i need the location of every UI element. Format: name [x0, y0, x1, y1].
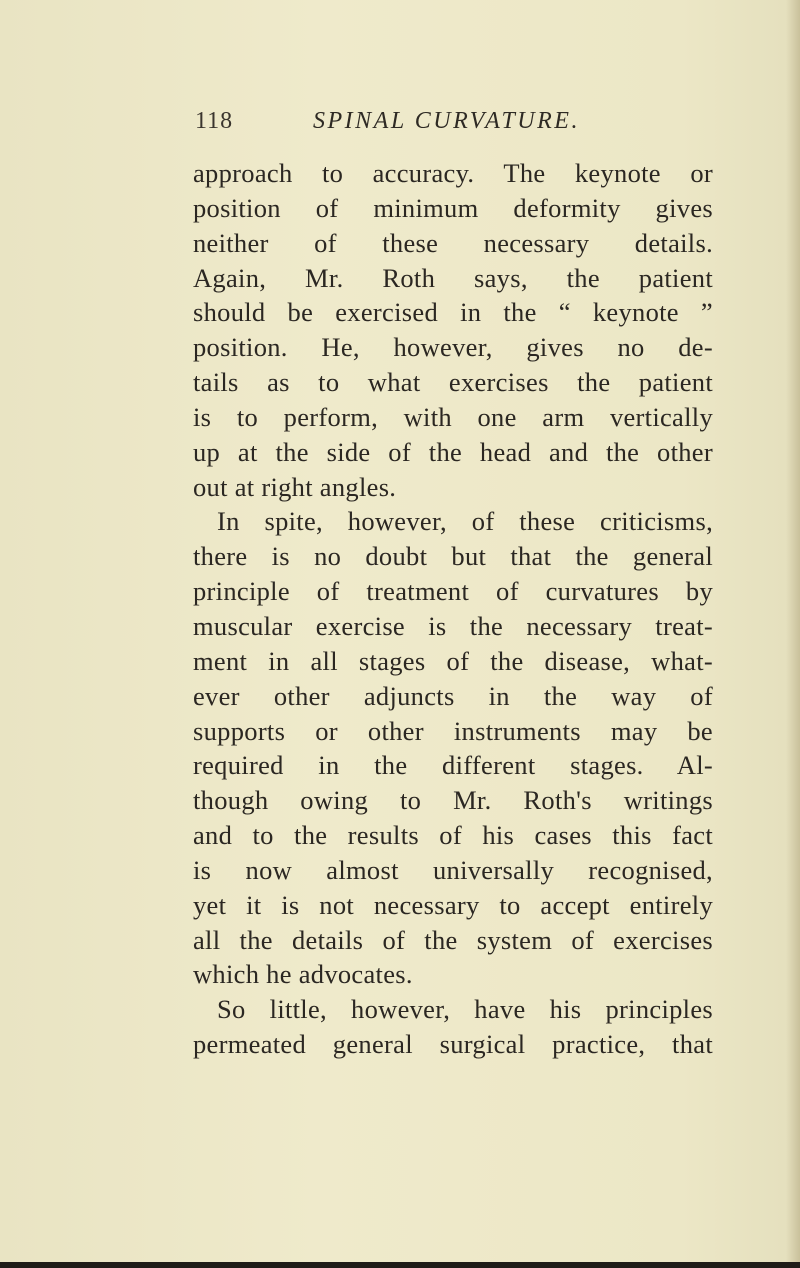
- text-line: all the details of the system of exercises: [193, 924, 713, 955]
- text-line: Again, Mr. Roth says, the patient: [193, 262, 713, 293]
- page-header: [195, 108, 615, 138]
- paragraph-end-line: out at right angles.: [193, 471, 397, 502]
- text-line: ment in all stages of the disease, what-: [193, 645, 713, 676]
- text-line: approach to accuracy. The keynote or: [193, 158, 713, 188]
- text-line: neither of these necessary details.: [193, 227, 713, 258]
- text-line: should be exercised in the “ keynote ”: [193, 297, 713, 328]
- paragraph-start-line: So little, however, have his principles: [217, 994, 713, 1025]
- page-edge-shadow: [786, 0, 800, 1268]
- paragraph-end-line: which he advocates.: [193, 959, 413, 990]
- text-line: ever other adjuncts in the way of: [193, 680, 713, 711]
- text-line: tails as to what exercises the patient: [193, 367, 713, 398]
- page-number: 118: [195, 108, 234, 134]
- text-line: permeated general surgical practice, that: [193, 1029, 713, 1060]
- bottom-border: [0, 1262, 800, 1268]
- running-title: SPINAL CURVATURE.: [313, 108, 580, 134]
- text-line: required in the different stages. Al-: [193, 750, 713, 781]
- text-line: is to perform, with one arm vertically: [193, 401, 713, 432]
- text-line: muscular exercise is the necessary treat-: [193, 610, 713, 641]
- text-line: there is no doubt but that the general: [193, 541, 713, 572]
- text-line: yet it is not necessary to accept entirely: [193, 889, 713, 920]
- text-line: position. He, however, gives no de-: [193, 332, 713, 363]
- text-line: principle of treatment of curvatures by: [193, 576, 713, 607]
- text-line: though owing to Mr. Roth's writings: [193, 785, 713, 816]
- text-line: up at the side of the head and the other: [193, 436, 713, 467]
- text-line: and to the results of his cases this fact: [193, 820, 713, 851]
- body-text: [193, 156, 713, 1062]
- paragraph-start-line: In spite, however, of these criticisms,: [217, 506, 713, 537]
- text-line: is now almost universally recognised,: [193, 854, 713, 885]
- text-line: supports or other instruments may be: [193, 715, 713, 746]
- text-line: position of minimum deformity gives: [193, 192, 713, 223]
